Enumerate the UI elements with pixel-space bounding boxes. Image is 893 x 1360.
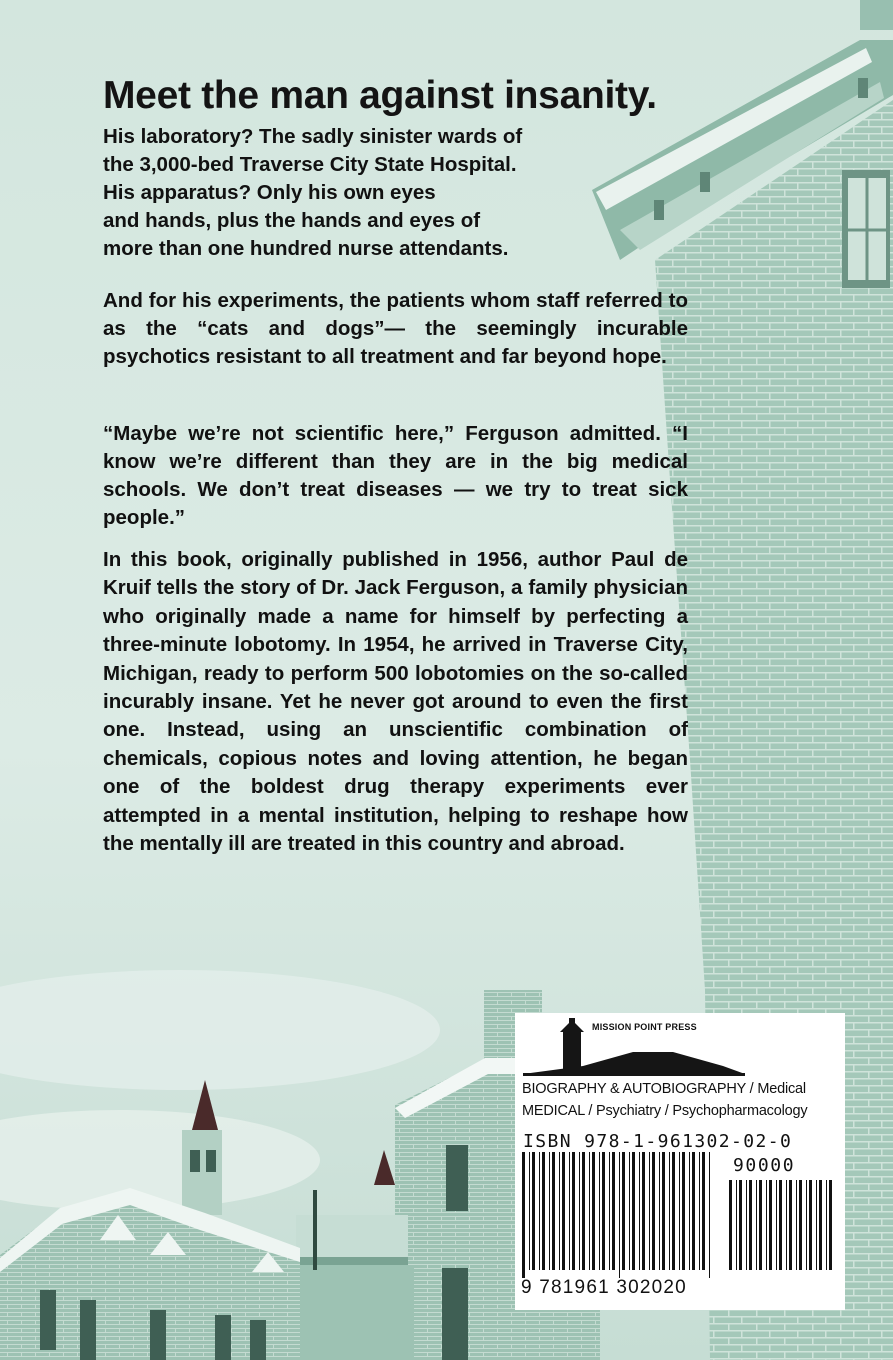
barcode-bar xyxy=(799,1180,802,1270)
bisac-category-2: MEDICAL / Psychiatry / Psychopharmacology xyxy=(522,1103,808,1119)
barcode-bar xyxy=(796,1180,797,1270)
barcode-bar xyxy=(786,1180,787,1270)
barcode-bar xyxy=(612,1152,615,1270)
barcode-bar xyxy=(649,1152,650,1270)
barcode-bar xyxy=(682,1152,685,1270)
barcode-bar xyxy=(589,1152,590,1270)
barcode-bar xyxy=(539,1152,540,1270)
barcode-bar xyxy=(559,1152,560,1270)
barcode-bar xyxy=(662,1152,665,1270)
barcode-bar xyxy=(829,1180,832,1270)
barcode-bar xyxy=(652,1152,655,1270)
barcode-bar xyxy=(729,1180,732,1270)
barcode-bar xyxy=(659,1152,660,1270)
barcode-bar xyxy=(552,1152,555,1270)
barcode-bar xyxy=(756,1180,757,1270)
barcode-bar xyxy=(809,1180,812,1270)
headline: Meet the man against insanity. xyxy=(103,74,657,117)
barcode-bar xyxy=(826,1180,827,1270)
barcode-bar xyxy=(532,1152,535,1270)
barcode-bar xyxy=(529,1152,530,1270)
barcode-bar xyxy=(679,1152,680,1270)
barcode-bar xyxy=(699,1152,700,1270)
barcode-bar xyxy=(549,1152,550,1270)
bisac-category-1: BIOGRAPHY & AUTOBIOGRAPHY / Medical xyxy=(522,1081,806,1097)
publisher-name: MISSION POINT PRESS xyxy=(592,1022,697,1032)
barcode-bar xyxy=(642,1152,645,1270)
ean-digits: 9 781961 302020 xyxy=(521,1277,687,1298)
barcode-bar xyxy=(692,1152,695,1270)
barcode-bar xyxy=(806,1180,807,1270)
barcode-bar xyxy=(569,1152,570,1270)
barcode-bar xyxy=(629,1152,630,1270)
barcode-bar xyxy=(542,1152,545,1270)
barcode-bar xyxy=(632,1152,635,1270)
barcode-bar xyxy=(622,1152,625,1270)
experiments-paragraph: And for his experiments, the patients whom staff referred to as the “cats and dogs”— the seemingly incurable psychotics resistant to all treatment and far beyond hope. xyxy=(103,289,688,368)
barcode-bar xyxy=(749,1180,752,1270)
barcode-bar xyxy=(702,1152,705,1270)
barcode-bar xyxy=(669,1152,670,1270)
isbn-label: ISBN 978-1-961302-02-0 xyxy=(523,1131,793,1152)
barcode-bar xyxy=(819,1180,822,1270)
synopsis-paragraph: In this book, originally published in 1956, author Paul de Kruif tells the story of Dr. Jack Ferguson, a family physician who originally made a name for himself by perfecting a three-minute lobotomy. In 1954, he arrived in Traverse City, Michigan, ready to perform 500 lobotomies on the so-called incurably insane. Yet he never got around to even the first one. Instead, using an unscientific combination of chemicals, copious notes and loving attention, he began one of the boldest drug therapy experiments ever attempted in a mental institution, helping to reshape how the mentally ill are treated in this country and abroad. xyxy=(103,548,688,856)
barcode-bar xyxy=(776,1180,777,1270)
barcode-bar xyxy=(672,1152,675,1270)
barcode-bar xyxy=(579,1152,580,1270)
barcode-bar xyxy=(572,1152,575,1270)
barcode-bar xyxy=(736,1180,737,1270)
barcode-bar xyxy=(592,1152,595,1270)
barcode-bar xyxy=(816,1180,817,1270)
price-addon-code: 90000 xyxy=(733,1155,796,1176)
barcode-bar xyxy=(759,1180,762,1270)
barcode-bar xyxy=(789,1180,792,1270)
barcode-bar xyxy=(689,1152,690,1270)
barcode-bar xyxy=(562,1152,565,1270)
barcode-bar xyxy=(746,1180,747,1270)
barcode-bar xyxy=(779,1180,782,1270)
barcode-bar xyxy=(739,1180,742,1270)
barcode-bar xyxy=(709,1152,710,1278)
barcode-bar xyxy=(609,1152,610,1270)
barcode-bar xyxy=(769,1180,772,1270)
barcode-bar xyxy=(639,1152,640,1270)
addon-barcode xyxy=(727,1180,837,1280)
barcode-bar xyxy=(602,1152,605,1270)
barcode-bar xyxy=(599,1152,600,1270)
barcode-bar xyxy=(619,1152,620,1278)
barcode-bar xyxy=(582,1152,585,1270)
ean-barcode xyxy=(520,1152,720,1282)
intro-paragraph: His laboratory? The sadly sinister wards of the 3,000-bed Traverse City State Hospital. His apparatus? Only his own eyes and hands, plus the hands and eyes of more than one hundred nurse attendants. xyxy=(103,125,523,260)
barcode-bar xyxy=(766,1180,767,1270)
quote-paragraph: “Maybe we’re not scientific here,” Ferguson admitted. “I know we’re different than they are in the big medical schools. We don’t treat diseases — we try to treat sick people.” xyxy=(103,422,688,529)
barcode-bar xyxy=(522,1152,525,1278)
